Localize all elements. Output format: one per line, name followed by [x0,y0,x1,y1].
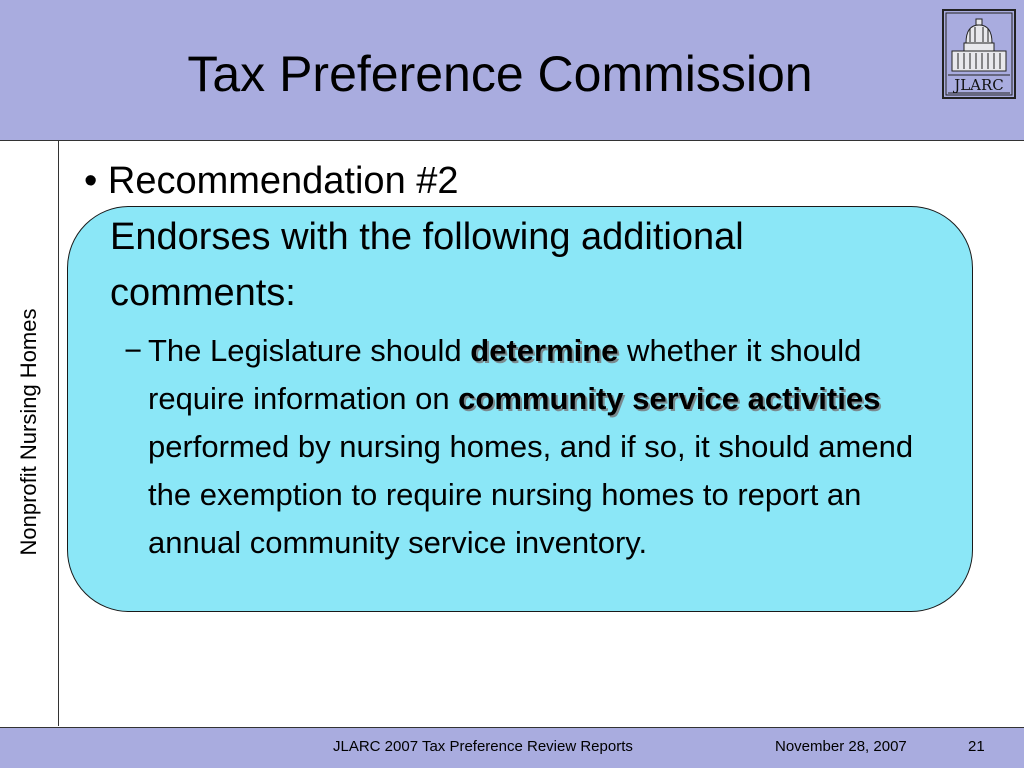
sub-item-text [148,327,963,567]
sub-item-part3: performed by nursing homes, and if so, it should amend the exemption to require nursing homes to report an annual community service inventory. [148,429,914,560]
emphasis-determine: determine [470,333,619,368]
footer-report-title: JLARC 2007 Tax Preference Review Reports [333,738,633,755]
sub-item-dash: − [124,333,143,368]
sidebar-label: Nonprofit Nursing Homes [16,308,41,556]
bullet-item [84,154,459,208]
sub-item-part2: whether it should require information on [148,333,862,416]
sidebar-divider [58,141,59,726]
bullet-marker: • [84,160,108,202]
header-bar [0,0,1024,141]
sub-item-part1: The Legislature should [148,333,471,368]
footer-bar [0,727,1024,768]
logo-text: JLARC [954,76,1004,94]
footer-date: November 28, 2007 [775,738,907,755]
bullet-text: Recommendation #2 [107,160,459,202]
emphasis-community-service: community service activities [458,381,881,416]
footer-page-number: 21 [968,738,985,755]
jlarc-logo [942,9,1016,99]
bullet-subheading: Endorses with the following additional comments: [110,216,744,314]
slide-title: Tax Preference Commission [187,46,813,102]
